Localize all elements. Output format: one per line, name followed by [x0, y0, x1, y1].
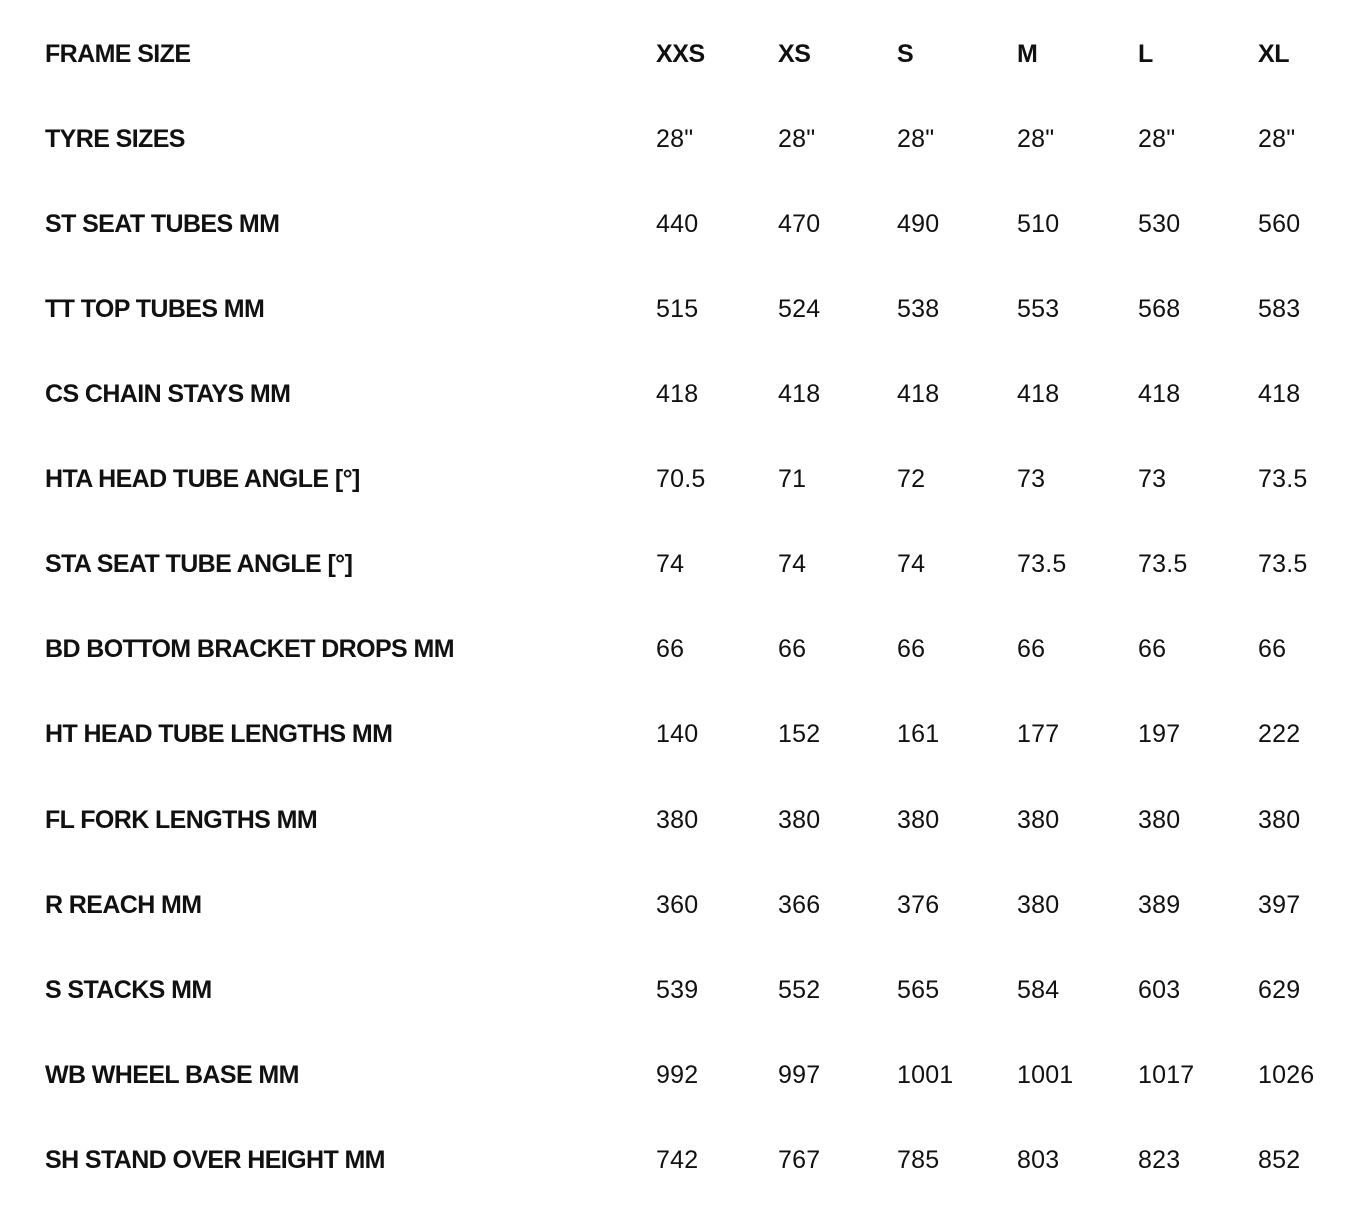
value-cell: 161 [897, 720, 940, 748]
value-cell: 524 [778, 295, 821, 323]
value-cell: 490 [897, 210, 940, 238]
value-cell: 510 [1017, 210, 1060, 238]
row-label: R REACH MM [45, 891, 202, 919]
size-header-s: S [897, 40, 914, 68]
value-cell: 152 [778, 720, 821, 748]
row-label: CS CHAIN STAYS MM [45, 380, 291, 408]
table-row [0, 204, 1360, 244]
value-cell: 380 [1138, 806, 1181, 834]
row-label: ST SEAT TUBES MM [45, 210, 280, 238]
table-row [0, 289, 1360, 329]
value-cell: 66 [656, 635, 685, 663]
value-cell: 70.5 [656, 465, 706, 493]
value-cell: 515 [656, 295, 699, 323]
value-cell: 785 [897, 1146, 940, 1174]
value-cell: 565 [897, 976, 940, 1004]
value-cell: 376 [897, 891, 940, 919]
row-label: HT HEAD TUBE LENGTHS MM [45, 720, 393, 748]
value-cell: 360 [656, 891, 699, 919]
value-cell: 823 [1138, 1146, 1181, 1174]
value-cell: 553 [1017, 295, 1060, 323]
value-cell: 380 [897, 806, 940, 834]
value-cell: 28" [1017, 125, 1055, 153]
value-cell: 530 [1138, 210, 1181, 238]
value-cell: 74 [778, 550, 807, 578]
value-cell: 629 [1258, 976, 1301, 1004]
value-cell: 73.5 [1258, 550, 1308, 578]
value-cell: 73.5 [1017, 550, 1067, 578]
value-cell: 418 [778, 380, 821, 408]
value-cell: 767 [778, 1146, 821, 1174]
value-cell: 583 [1258, 295, 1301, 323]
value-cell: 73 [1138, 465, 1167, 493]
header-label: FRAME SIZE [45, 40, 191, 68]
value-cell: 380 [778, 806, 821, 834]
value-cell: 470 [778, 210, 821, 238]
row-label: SH STAND OVER HEIGHT MM [45, 1146, 385, 1174]
value-cell: 568 [1138, 295, 1181, 323]
table-row [0, 1140, 1360, 1180]
table-row [0, 714, 1360, 754]
table-row [0, 885, 1360, 925]
value-cell: 380 [1017, 891, 1060, 919]
row-label: S STACKS MM [45, 976, 212, 1004]
value-cell: 992 [656, 1061, 699, 1089]
value-cell: 28" [1258, 125, 1296, 153]
table-row [0, 119, 1360, 159]
value-cell: 366 [778, 891, 821, 919]
value-cell: 380 [656, 806, 699, 834]
table-row [0, 459, 1360, 499]
value-cell: 380 [1258, 806, 1301, 834]
value-cell: 72 [897, 465, 926, 493]
value-cell: 1017 [1138, 1061, 1195, 1089]
value-cell: 28" [656, 125, 694, 153]
value-cell: 73.5 [1258, 465, 1308, 493]
table-row [0, 374, 1360, 414]
size-header-xs: XS [778, 40, 811, 68]
table-row [0, 629, 1360, 669]
table-row [0, 544, 1360, 584]
value-cell: 418 [897, 380, 940, 408]
value-cell: 803 [1017, 1146, 1060, 1174]
value-cell: 74 [656, 550, 685, 578]
value-cell: 1026 [1258, 1061, 1315, 1089]
row-label: TT TOP TUBES MM [45, 295, 265, 323]
value-cell: 1001 [897, 1061, 954, 1089]
value-cell: 603 [1138, 976, 1181, 1004]
value-cell: 584 [1017, 976, 1060, 1004]
value-cell: 66 [897, 635, 926, 663]
value-cell: 1001 [1017, 1061, 1074, 1089]
value-cell: 66 [1138, 635, 1167, 663]
value-cell: 380 [1017, 806, 1060, 834]
size-header-m: M [1017, 40, 1038, 68]
value-cell: 28" [778, 125, 816, 153]
value-cell: 852 [1258, 1146, 1301, 1174]
value-cell: 197 [1138, 720, 1181, 748]
value-cell: 418 [1138, 380, 1181, 408]
value-cell: 66 [1258, 635, 1287, 663]
value-cell: 71 [778, 465, 807, 493]
value-cell: 418 [656, 380, 699, 408]
table-row [0, 1055, 1360, 1095]
value-cell: 140 [656, 720, 699, 748]
size-header-xl: XL [1258, 40, 1290, 68]
value-cell: 997 [778, 1061, 821, 1089]
value-cell: 66 [1017, 635, 1046, 663]
row-label: FL FORK LENGTHS MM [45, 806, 318, 834]
value-cell: 389 [1138, 891, 1181, 919]
value-cell: 222 [1258, 720, 1301, 748]
table-header-row [0, 34, 1360, 74]
value-cell: 539 [656, 976, 699, 1004]
table-row [0, 970, 1360, 1010]
value-cell: 28" [1138, 125, 1176, 153]
value-cell: 552 [778, 976, 821, 1004]
size-header-l: L [1138, 40, 1153, 68]
value-cell: 538 [897, 295, 940, 323]
table-row [0, 800, 1360, 840]
row-label: BD BOTTOM BRACKET DROPS MM [45, 635, 454, 663]
value-cell: 74 [897, 550, 926, 578]
value-cell: 73.5 [1138, 550, 1188, 578]
value-cell: 418 [1017, 380, 1060, 408]
value-cell: 418 [1258, 380, 1301, 408]
value-cell: 397 [1258, 891, 1301, 919]
value-cell: 28" [897, 125, 935, 153]
value-cell: 73 [1017, 465, 1046, 493]
row-label: STA SEAT TUBE ANGLE [°] [45, 550, 353, 578]
row-label: TYRE SIZES [45, 125, 185, 153]
value-cell: 177 [1017, 720, 1060, 748]
value-cell: 66 [778, 635, 807, 663]
value-cell: 560 [1258, 210, 1301, 238]
size-header-xxs: XXS [656, 40, 705, 68]
row-label: HTA HEAD TUBE ANGLE [°] [45, 465, 360, 493]
value-cell: 742 [656, 1146, 699, 1174]
value-cell: 440 [656, 210, 699, 238]
row-label: WB WHEEL BASE MM [45, 1061, 299, 1089]
